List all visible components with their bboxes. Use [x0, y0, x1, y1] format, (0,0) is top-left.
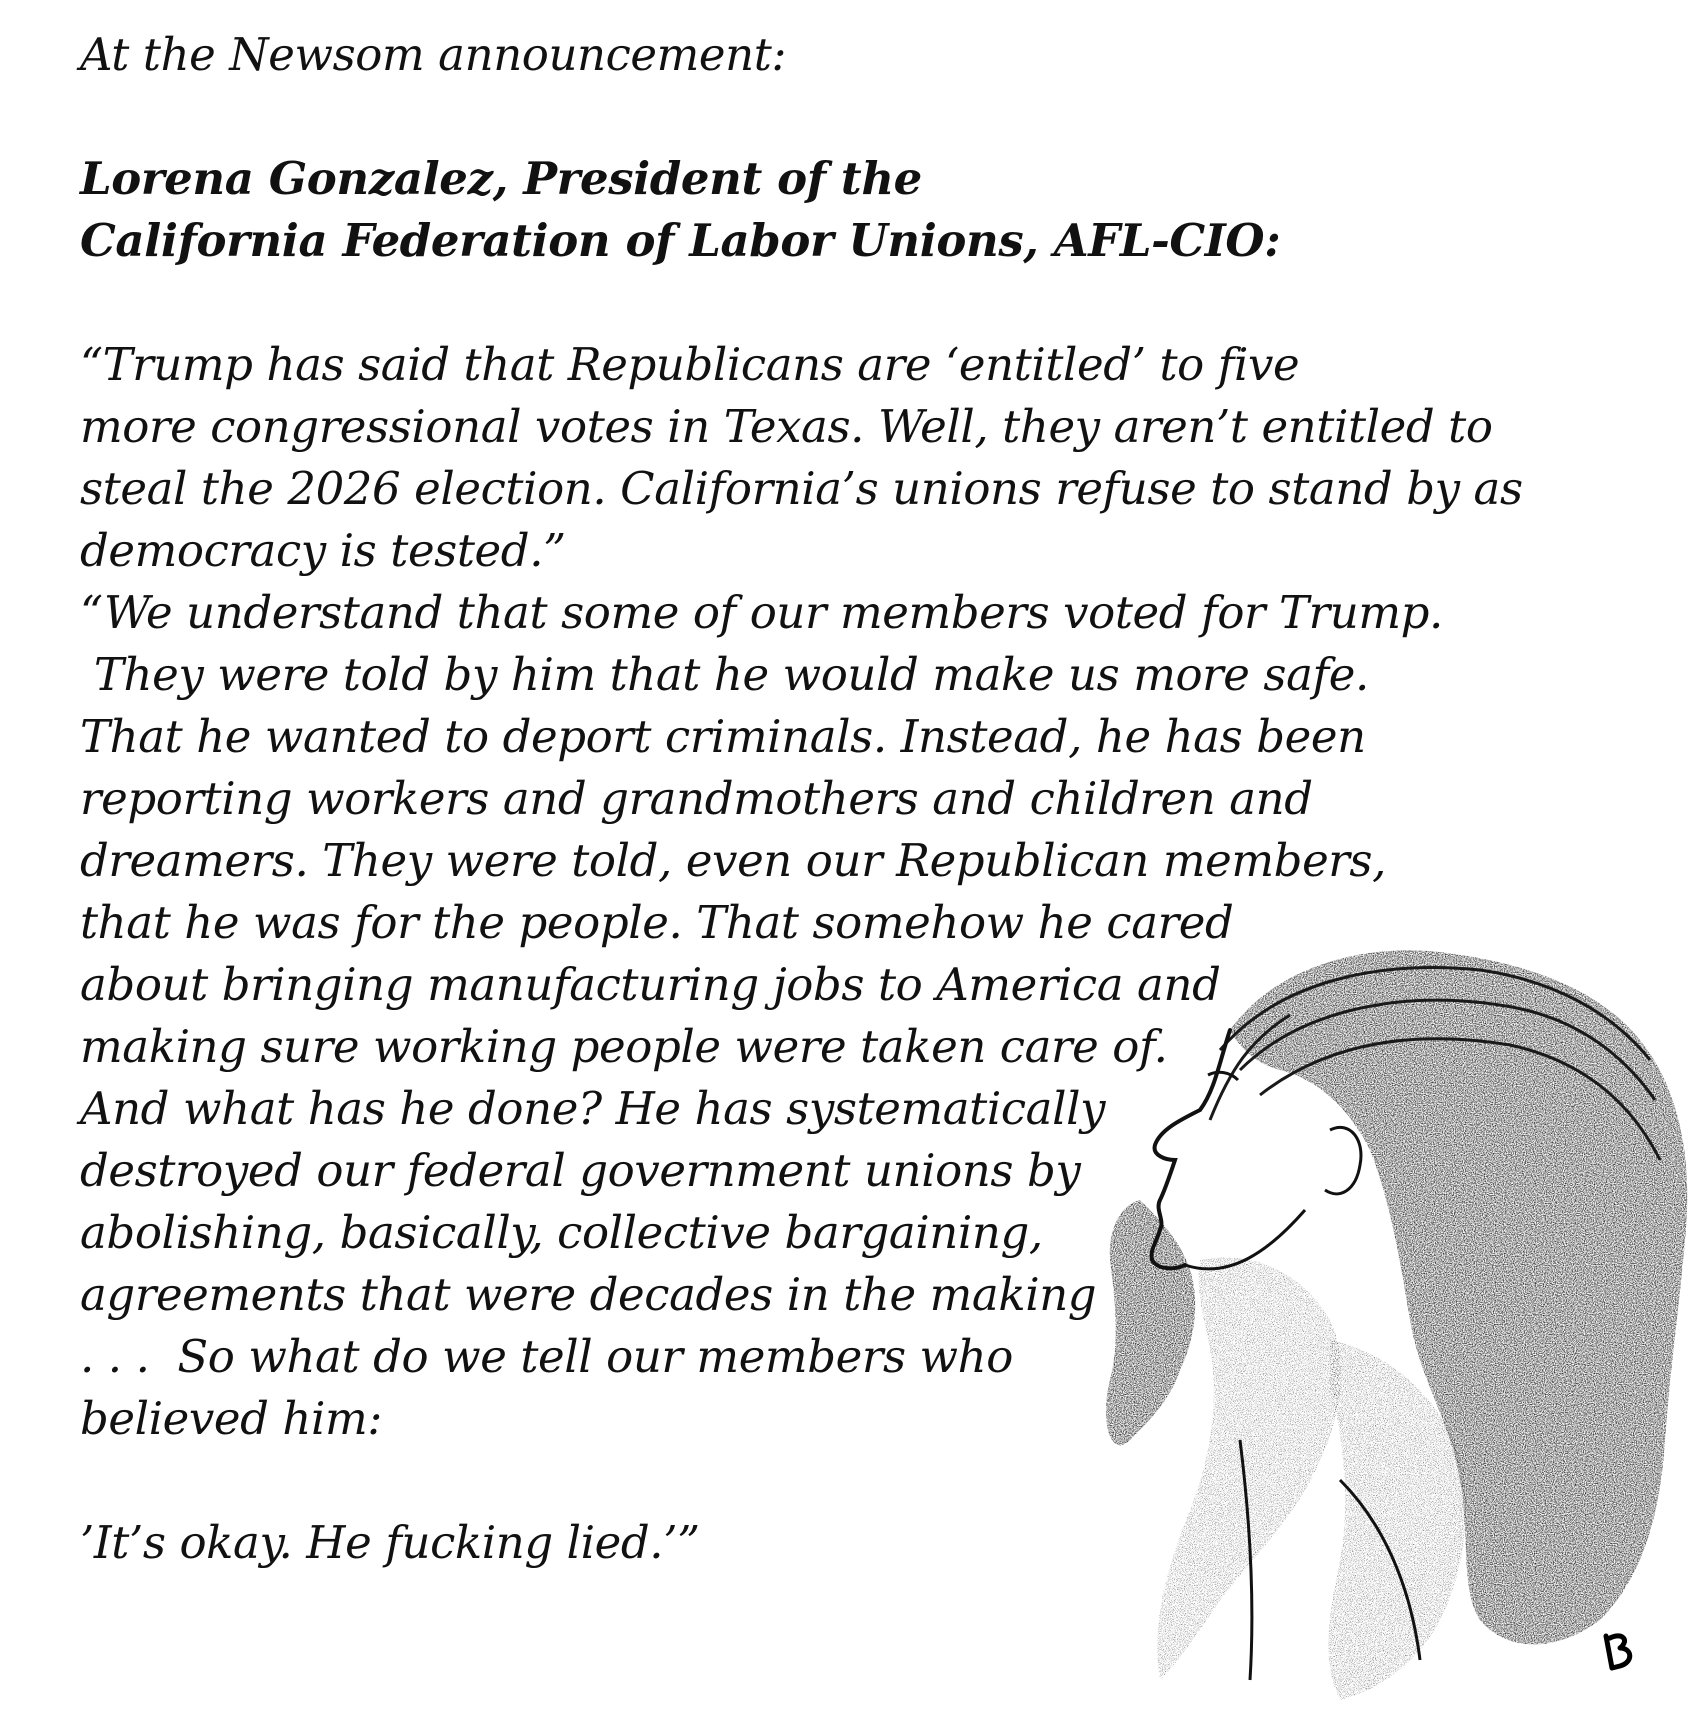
quote-first	[80, 334, 1600, 582]
spacer	[80, 272, 1600, 334]
quote-line: steal the 2026 election. California’s unions refuse to stand by as	[80, 462, 1523, 515]
quote-line: abolishing, basically, collective bargaining,	[80, 1206, 1043, 1259]
quote-line: democracy is tested.”	[80, 524, 566, 577]
quote-line: destroyed our federal government unions by	[80, 1144, 1081, 1197]
quote-line: dreamers. They were told, even our Republican members,	[80, 834, 1387, 887]
speaker-heading	[80, 148, 1600, 272]
quote-line: making sure working people were taken care of.	[80, 1020, 1168, 1073]
quote-line: . . . So what do we tell our members who	[80, 1330, 1013, 1383]
quote-line: “Trump has said that Republicans are ‘entitled’ to five	[80, 338, 1300, 391]
speaker-heading-line: California Federation of Labor Unions, AFL-CIO:	[80, 214, 1281, 267]
quote-line: agreements that were decades in the making	[80, 1268, 1097, 1321]
speaker-heading-line: Lorena Gonzalez, President of the	[80, 152, 922, 205]
spacer	[80, 86, 1600, 148]
quote-line: reporting workers and grandmothers and children and	[80, 772, 1313, 825]
quote-line: more congressional votes in Texas. Well, they aren’t entitled to	[80, 400, 1493, 453]
quote-line: “We understand that some of our members voted for Trump.	[80, 586, 1443, 639]
quote-line: They were told by him that he would make us more safe.	[80, 648, 1369, 701]
chin-shadow	[1106, 1200, 1195, 1445]
intro-line: At the Newsom announcement:	[80, 28, 787, 81]
quote-line: And what has he done? He has systematically	[80, 1082, 1106, 1135]
quote-line: That he wanted to deport criminals. Instead, he has been	[80, 710, 1366, 763]
closing-line: ’It’s okay. He fucking lied.’”	[80, 1516, 700, 1569]
quote-line: about bringing manufacturing jobs to America and	[80, 958, 1221, 1011]
quote-line: that he was for the people. That somehow he cared	[80, 896, 1234, 949]
quote-line: believed him:	[80, 1392, 383, 1445]
artist-signature	[1600, 1630, 1640, 1674]
portrait-sketch	[1080, 920, 1693, 1713]
ear	[1325, 1127, 1361, 1193]
